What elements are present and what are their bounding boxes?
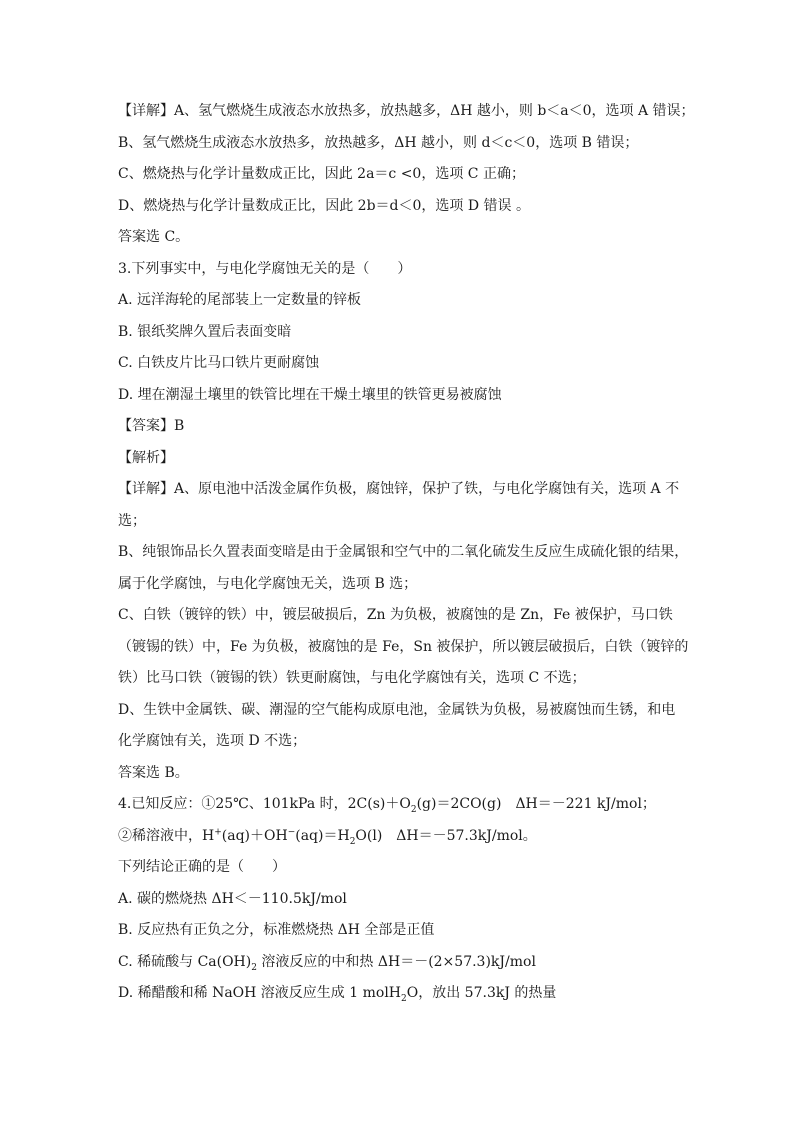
text-line: 【详解】A、氢气燃烧生成液态水放热多，放热越多，ΔH 越小，则 b＜a＜0，选项 A 错误；: [118, 103, 695, 119]
subscript: 2: [251, 962, 257, 973]
text-run: (g)＝2CO(g) ΔH＝－221 kJ/mol；: [416, 796, 656, 812]
question-4-reaction-2: [118, 826, 678, 846]
answer-label: 【答案】B: [118, 418, 185, 434]
option-c: C. 白铁皮片比马口铁片更耐腐蚀: [118, 355, 320, 371]
text-run: 溶液反应的中和热 ΔH＝－(2×57.3)kJ/mol: [256, 953, 536, 970]
text-run: 4.已知反应：①25℃、101kPa 时，2C(s)＋O: [118, 796, 411, 812]
option-a: A. 远洋海轮的尾部装上一定数量的锌板: [118, 292, 362, 308]
analysis-label: 【解析】: [118, 449, 174, 466]
text-line: 答案选 B。: [118, 764, 189, 781]
option-c: [118, 952, 678, 972]
text-line: C、白铁（镀锌的铁）中，镀层破损后，Zn 为负极，被腐蚀的是 Zn，Fe 被保护，马口铁: [118, 607, 673, 623]
text-line: 答案选 C。: [118, 229, 190, 245]
option-b: B. 反应热有正负之分，标准燃烧热 ΔH 全部是正值: [118, 922, 435, 938]
subscript: 2: [410, 804, 417, 815]
text-line: （镀锡的铁）中，Fe 为负极，被腐蚀的是 Fe，Sn 被保护，所以镀层破损后，白铁（镀锌的: [118, 638, 689, 655]
text-line: D、生铁中金属铁、碳、潮湿的空气能构成原电池，金属铁为负极，易被腐蚀而生锈，和电: [118, 701, 676, 718]
subscript: 2: [349, 836, 356, 847]
text-line: B、氢气燃烧生成液态水放热多，放热越多，ΔH 越小，则 d＜c＜0，选项 B 错误；: [118, 134, 639, 151]
text-line: D、燃烧热与化学计量数成正比，因此 2b＝d＜0，选项 D 错误 。: [118, 197, 530, 214]
text-line: 选；: [118, 512, 146, 529]
text-line: B、纯银饰品长久置表面变暗是由于金属银和空气中的二氧化硫发生反应生成硫化银的结果，: [118, 544, 689, 560]
option-b: B. 银纸奖牌久置后表面变暗: [118, 323, 292, 340]
text-run: O(l) ΔH＝－57.3kJ/mol。: [355, 827, 537, 844]
text-run: C. 稀硫酸与 Ca(OH): [118, 953, 252, 970]
document-content: [118, 101, 695, 1015]
superscript: +: [214, 826, 222, 837]
question-4-stem: 下列结论正确的是（ ）: [118, 859, 286, 875]
text-run: O，放出 57.3kJ 的热量: [406, 985, 557, 1001]
text-line: 【详解】A、原电池中活泼金属作负极，腐蚀锌，保护了铁，与电化学腐蚀有关，选项 A 不: [118, 481, 680, 497]
text-run: ②稀溶液中，H: [118, 827, 215, 844]
text-line: C、燃烧热与化学计量数成正比，因此 2a＝c <0，选项 C 正确；: [118, 166, 525, 182]
question-4-intro: [118, 794, 678, 814]
option-d: [118, 983, 678, 1003]
option-d: D. 埋在潮湿土壤里的铁管比埋在干燥土壤里的铁管更易被腐蚀: [118, 386, 502, 403]
superscript: −: [287, 826, 296, 837]
option-a: A. 碳的燃烧热 ΔH＜－110.5kJ/mol: [118, 890, 347, 907]
text-run: (aq)＝H: [295, 827, 350, 844]
question-3-stem: 3.下列事实中，与电化学腐蚀无关的是（ ）: [118, 260, 412, 277]
text-run: (aq)＋OH: [221, 827, 288, 844]
text-line: 化学腐蚀有关，选项 D 不选；: [118, 733, 307, 749]
subscript: 2: [401, 993, 407, 1004]
text-line: 属于化学腐蚀，与电化学腐蚀无关，选项 B 选；: [118, 575, 418, 592]
text-line: 铁）比马口铁（镀锡的铁）铁更耐腐蚀，与电化学腐蚀有关，选项 C 不选；: [118, 670, 586, 686]
text-run: D. 稀醋酸和稀 NaOH 溶液反应生成 1 molH: [118, 985, 402, 1001]
